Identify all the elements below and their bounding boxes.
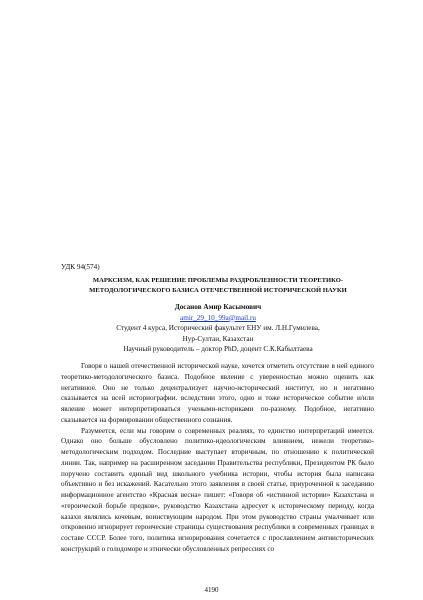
page-number: 4190 — [204, 586, 219, 594]
author-city: Нур-Султан, Казахстан — [182, 334, 254, 343]
author-email-link[interactable]: amir_29_10_99a@mail.ru — [180, 313, 256, 322]
paragraph: Говоря о нашей отечественной исторической науке, хочется отметить отсутствие в ней единого теоретико-методологического базиса. Подобное явление с уверенностью можно оценить как негативное. Оно не только децентрализует научно-исторический институт, но и негативно сказывается на всей историографии. вследствии этого, одно и тоже историческое событие и/или явление может интерпретироваться учеными-историками по-разному. Подобное, негативно сказывается на формировании общественного сознания. — [61, 362, 374, 424]
author-name: Досанов Амир Касымович — [174, 303, 262, 311]
author-block — [61, 302, 375, 355]
article-body — [61, 361, 374, 555]
article-title: МАРКСИЗМ, КАК РЕШЕНИЕ ПРОБЛЕМЫ РАЗДРОБЛЕННОСТИ ТЕОРЕТИКО-МЕТОДОЛОГИЧЕСКОГО БАЗИСА ОТЕЧЕСТВЕННОЙ ИСТОРИЧЕСКОЙ НАУКИ — [89, 277, 347, 294]
scientific-advisor: Научный руководитель – доктор PhD, доцент С.К.Кабылтаева — [123, 345, 313, 353]
paragraph: Разумеется, если мы говорим о современных реалиях, то единство интерпретаций имеется. Однако оно больше обусловлено политико-идеологическим влиянием, нежели теоретико-методологическим подходом. Последние выступает вторичным, по отношению к политической линии. Так, например на расширенном заседании Правительства республики, Президентом РК было поручено составить единый вид школьного учебника истории, чтобы история была написана объективно и без искажений. Касательно этого заявления в своей статье, приуроченной к заседанию информационное агентство «Красная весна» пишет: «Говоря об «истинной истории» Казахстана и «героической борьбе предков», руководство Казахстана адресует к историческому периоду, когда казахи являлись кочевым, воинствующим народом. При этом руководство страны умалчивает или откровенно игнорирует героические страницы существования республики в современных границах в составе СССР. Более того, политика игнорирования сочетается с прославлением антиисторических конструкций о голодоморе и этнически обусловленных репрессиях со — [61, 426, 374, 553]
author-affiliation: Студент 4 курса, Исторический факультет ЕНУ им. Л.Н.Гумилева, — [116, 324, 320, 332]
udk-code: УДК 94(574) — [61, 263, 100, 271]
